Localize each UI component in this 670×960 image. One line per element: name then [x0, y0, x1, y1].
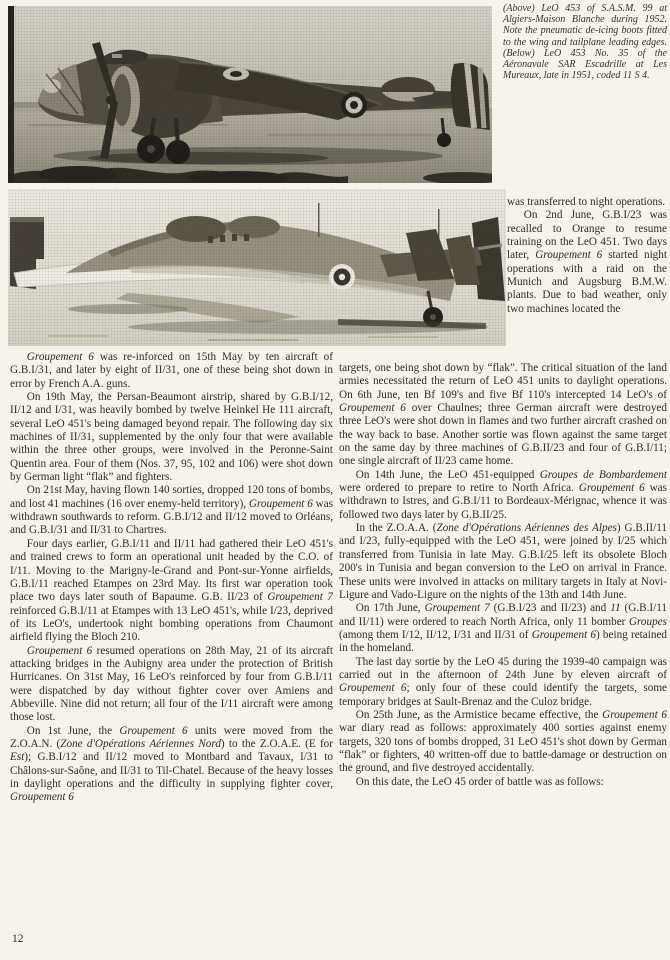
bottom-photo — [8, 189, 506, 346]
photo-caption: (Above) LeO 453 of S.A.S.M. 99 at Algiers-Maison Blanche during 1952. Note the pneumatic de-icing boots fitted to the wing and tailplane leading edges. (Below) LeO 453 No. 35 of the Aéronavale SAR Escadrille at Les Mureaux, late in 1951, coded 11 S 4. — [503, 3, 667, 82]
paragraph: On this date, the LeO 45 order of battle was as follows: — [355, 775, 604, 788]
paragraph: In the Z.O.A.A. (Zone d'Opérations Aériennes des Alpes) G.B.II/11 and I/23, fully-equipped with the LeO 451, were joined by I/25 which transferred from Tunisia in late May. G.B.I/25 left its obsolete Bloch 200's in Tunisia and began conversion to the LeO on arrival in France. These units were involved in attacks on military targets in Italy at Novi-Ligure and Vado-Ligure on the nights of the 13th and 14th June. — [339, 522, 667, 601]
bottom-photo-aircraft-art — [8, 189, 506, 346]
column-left — [10, 351, 333, 933]
paragraph: On 19th May, the Persan-Beaumont airstrip, shared by G.B.I/12, II/12 and I/31, was heavily bombed by twelve Heinkel He 111 aircraft, several LeO 451's being damaged beyond repair. The following day six machines of II/31, supplemented by the only four that were available within the three other groups, were involved in the Peronne-Saint Quentin area. Four of them (Nos. 37, 95, 102 and 106) were shot down by German light “flak” and fighters. — [10, 391, 333, 484]
paragraph: On 17th June, Groupement 7 (G.B.I/23 and II/23) and 11 (G.B.I/11 and II/11) were ordered to reach North Africa, only 11 bomber Groupes (among them I/12, II/12, I/31 and II/31 of Groupement 6) being retained in the homeland. — [339, 602, 667, 655]
column-right-narrow — [507, 196, 667, 362]
paragraph: Groupement 6 resumed operations on 28th May, 21 of its aircraft attacking bridges in the Aubigny area under the protection of British Hurricanes. On 31st May, 16 LeO's reinforced by four from G.B.I/11 were dispatched by day without fighter cover over Amiens and Abbeville. Nine did not return; all four of the I/11 aircraft were among those lost. — [10, 644, 333, 724]
top-photo-aircraft-art — [8, 6, 492, 183]
paragraph: Groupement 6 was re-inforced on 15th May by ten aircraft of G.B.I/31, and later by eight of II/31, one of these being shot down in error by French A.A. guns. — [10, 351, 333, 390]
page-number: 12 — [12, 933, 24, 945]
paragraph: On 25th June, as the Armistice became effective, the Groupement 6 war diary read as follows: approximately 400 sorties against enemy targets, 320 tons of bombs dropped, 31 LeO 451's shot down by German “flak” or fighters, 40 written-off due to battle-damage or destruction on the ground, and five destroyed accidentally. — [339, 708, 667, 775]
paragraph: was transferred to night operations. — [507, 196, 666, 208]
paragraph: On 14th June, the LeO 451-equipped Groupes de Bombardement were ordered to prepare to retire to North Africa. Groupement 6 was withdrawn to Istres, and G.B.I/11 to Bordeaux-Mérignac, whence it was followed two days later by G.B.II/25. — [339, 468, 667, 521]
top-photo — [8, 6, 492, 183]
paragraph: On 1st June, the Groupement 6 units were moved from the Z.O.A.N. (Zone d'Opérations Aériennes Nord) to the Z.O.A.E. (E for Est); G.B.I/12 and II/12 moved to Montbard and Tavaux, I/31 to Châlons-sur-Saône, and II/31 to Til-Chatel. Because of the heavy losses in daylight operations and the difficulty in supplying fighter cover, Groupement 6 — [10, 724, 333, 804]
paragraph: The last day sortie by the LeO 45 during the 1939-40 campaign was carried out in the afternoon of 24th June by eleven aircraft of Groupement 6; only four of these could identify the targets, some temporary bridges at Sault-Brenaz and the Culoz bridge. — [339, 655, 667, 708]
paragraph: targets, one being shot down by “flak”. The critical situation of the land armies necessitated the return of LeO 451 units to daylight operations. On 6th June, ten Bf 109's and five Bf 110's intercepted 14 LeO's of Groupement 6 over Chaulnes; three German aircraft were destroyed three LeO's were shot down in flames and two further aircraft crashed on the way back to base. Another sortie was flown against the same target on the same day by three machines of G.B.II/23 and four of G.B.I/11; one single aircraft of II/23 came home. — [339, 362, 667, 468]
paragraph: On 21st May, having flown 140 sorties, dropped 120 tons of bombs, and lost 41 machines (16 over enemy-held territory), Groupement 6 was withdrawn southwards to reform. G.B.I/12 and II/12 moved to Orléans, and G.B.I/31 and II/31 to Chartres. — [10, 484, 333, 537]
column-right — [339, 362, 667, 952]
paragraph: Four days earlier, G.B.I/11 and II/11 had gathered their LeO 451's and trained crews to form an operational unit headed by the C.O. of I/11. Moving to the Marigny-le-Grand and Pont-sur-Yonne airfields, G.B.I/11 reached Etampes on 23rd May. Its first war operation took place two days later south of Bapaume. G.B. II/23 of Groupement 7 reinforced G.B.I/11 at Etampes with 13 LeO 451's, while I/23, deprived of its LeO's, undertook night bombing operations from Chaumont airfield flying the Bloch 210. — [10, 537, 333, 644]
paragraph: On 2nd June, G.B.I/23 was recalled to Orange to resume training on the LeO 451. Two days later, Groupement 6 started night operations with a raid on the Munich and Augsburg B.M.W. plants. Due to bad weather, only two machines located the — [507, 209, 667, 315]
